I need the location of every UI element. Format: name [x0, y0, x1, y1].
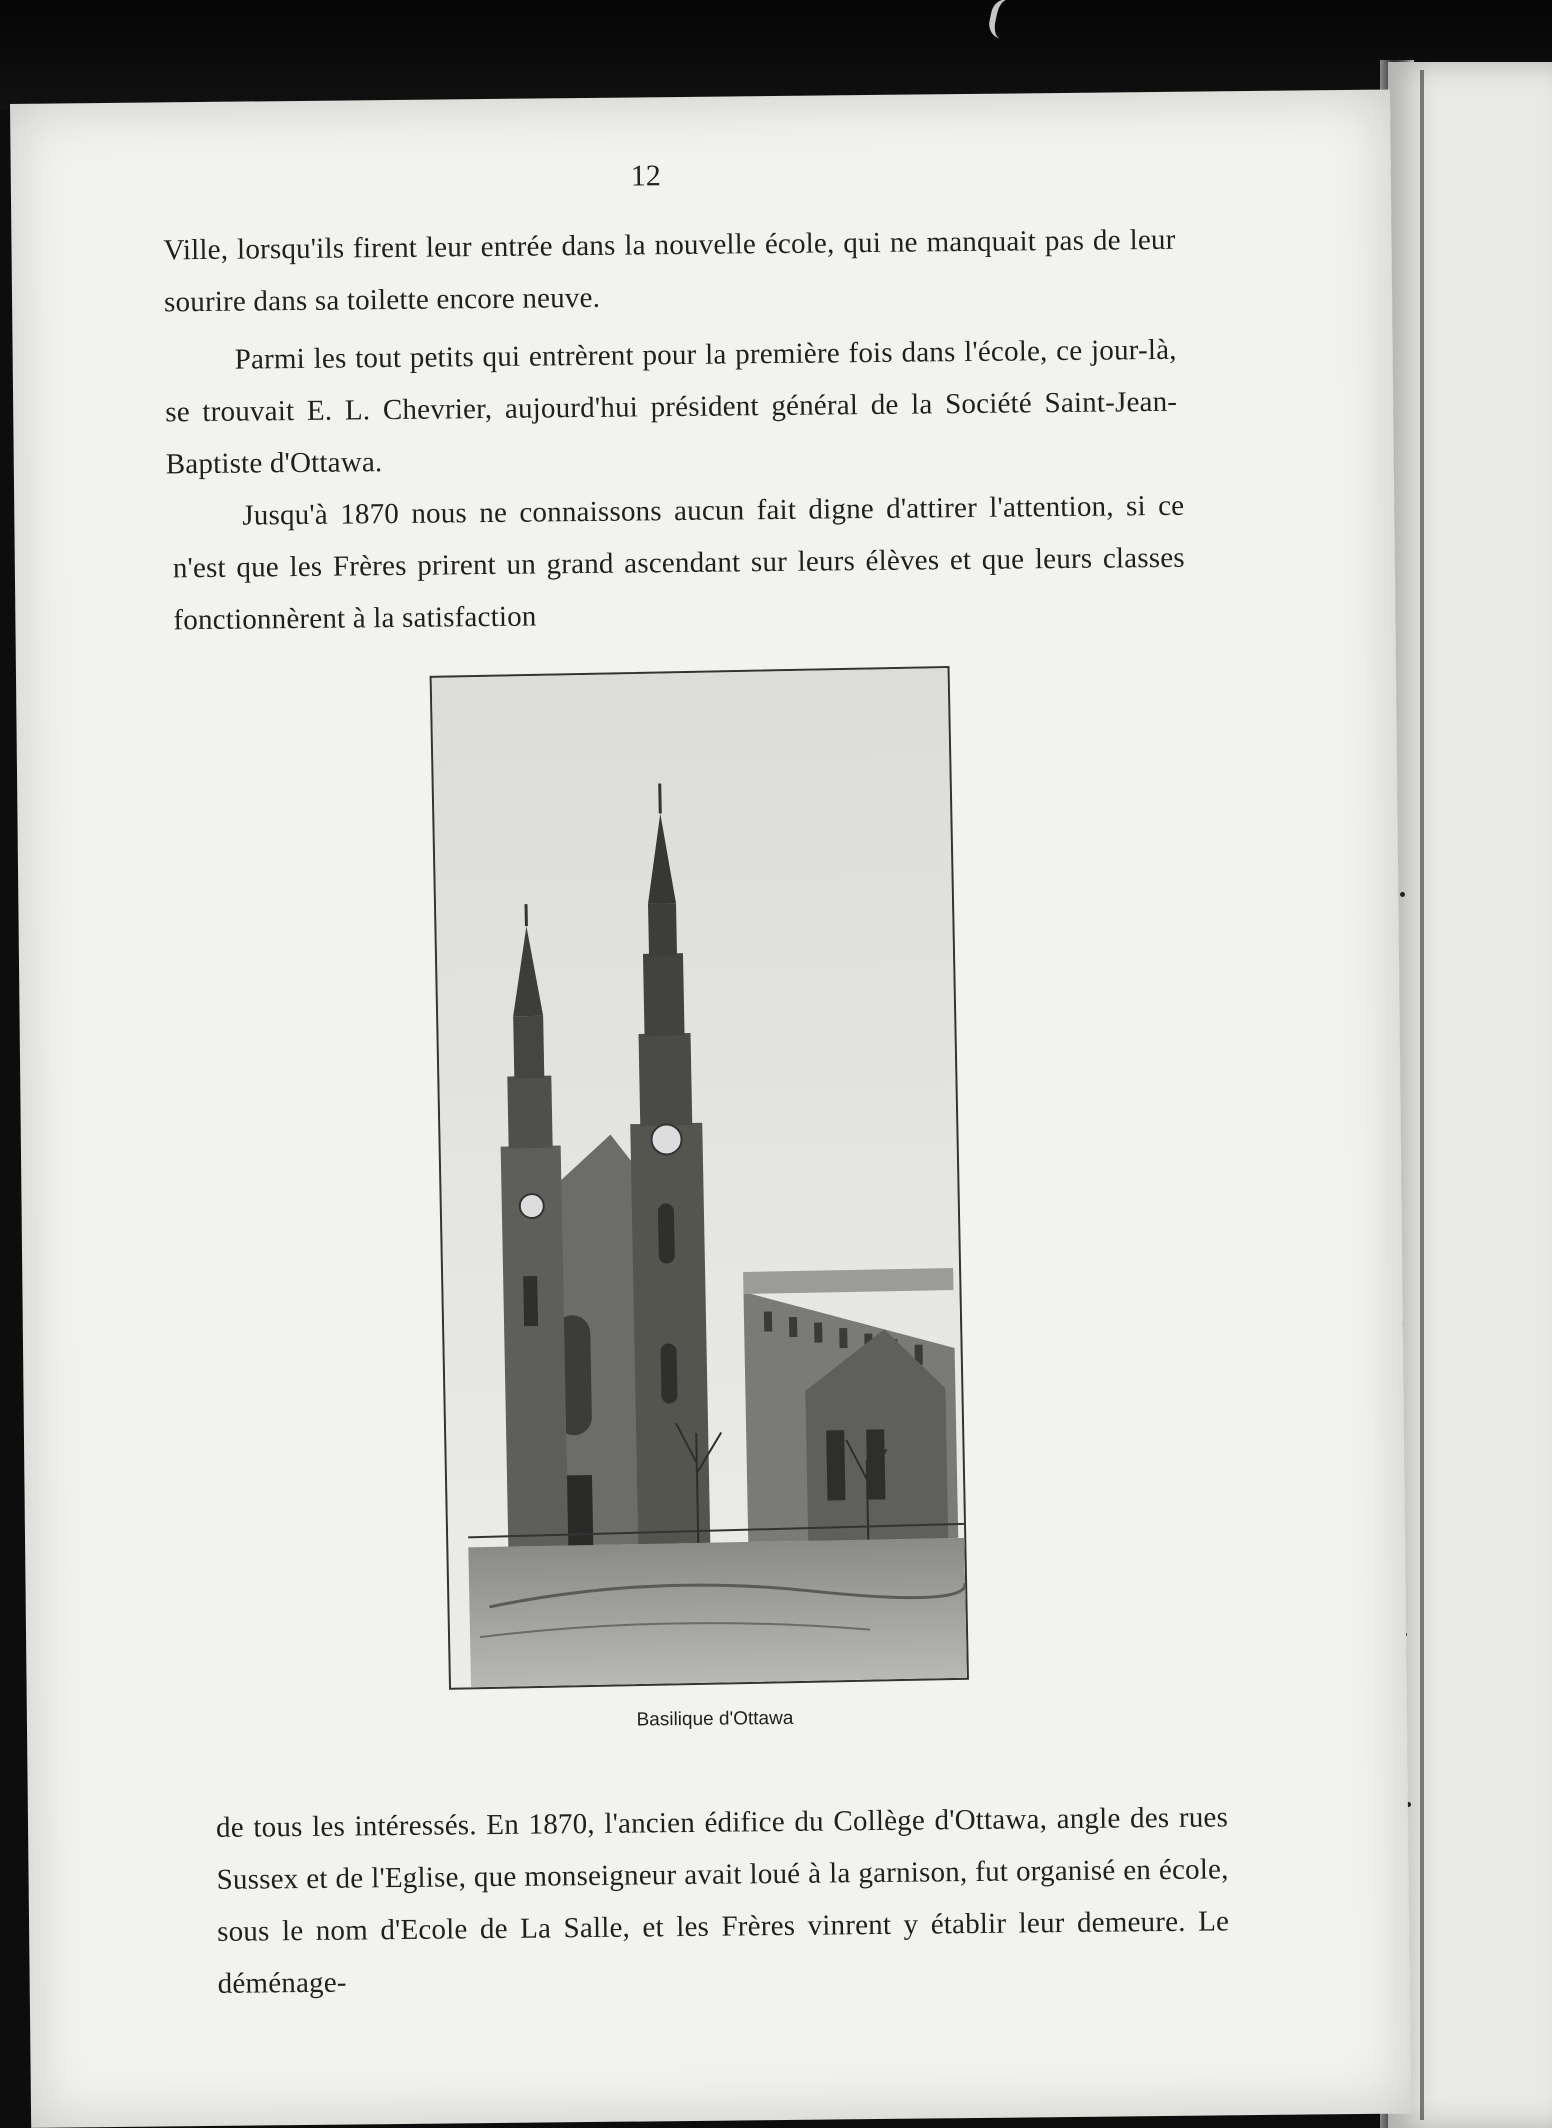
basilica-photograph — [430, 666, 969, 1690]
speck — [1400, 892, 1405, 897]
paragraph-4: de tous les intéressés. En 1870, l'ancien édifice du Collège d'Ottawa, angle des rues Sussex et de l'Eglise, que monseigneur avait loué à la garnison, fut organisé en école, sous le nom d'Ecole de La Salle, et les Frères vinrent y établir leur demeure. Le déménage- — [215, 1801, 1230, 2000]
figure-caption: Basilique d'Ottawa — [636, 1707, 794, 1731]
gutter-line — [1420, 70, 1424, 2120]
paragraph-3: Jusqu'à 1870 nous ne connaissons aucun fait digne d'attirer l'attention, si ce n'est que les Frères prirent un grand ascendant sur leurs élèves et que leurs classes fonctionnèrent à la satisfaction — [172, 489, 1185, 637]
page-number: 12 — [630, 159, 661, 193]
facing-page-edge — [1388, 62, 1552, 2128]
paragraph-1: Ville, lorsqu'ils firent leur entrée dans la nouvelle école, qui ne manquait pas de leur sourire dans sa toilette encore neuve. — [163, 223, 1176, 319]
book-page — [10, 90, 1411, 2128]
paragraph-2: Parmi les tout petits qui entrèrent pour la première fois dans l'école, ce jour-là, se trouvait E. L. Chevrier, aujourd'hui président général de la Société Saint-Jean-Baptiste d'Ottawa. — [165, 333, 1178, 481]
